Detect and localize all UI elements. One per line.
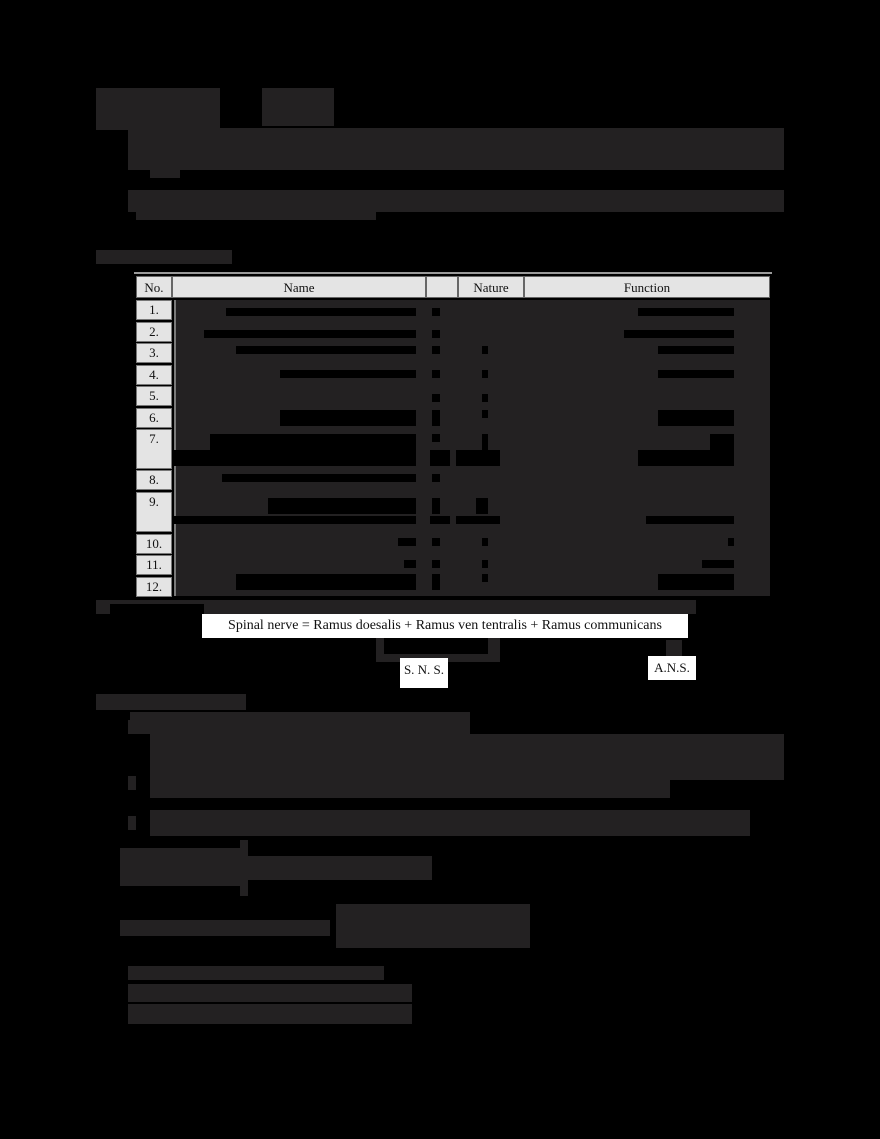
row-number-4: 4. — [136, 365, 172, 385]
row-number-7: 7. — [136, 429, 172, 469]
row-number-9: 9. — [136, 492, 172, 532]
header-name: Name — [172, 276, 426, 298]
redacted-list-item-3 — [128, 1004, 412, 1024]
table-header-row — [134, 272, 772, 300]
sns-bracket-inner — [384, 638, 488, 654]
redacted-note-gap — [110, 604, 204, 614]
row-number-12: 12. — [136, 577, 172, 597]
row-number-6: 6. — [136, 408, 172, 428]
row-number-5: 5. — [136, 386, 172, 406]
sns-label: S. N. S. — [400, 658, 448, 688]
redacted-bullet-1 — [128, 128, 784, 170]
header-function: Function — [524, 276, 770, 298]
redacted-bullet-1b — [150, 168, 180, 178]
redacted-bullet-mark-1 — [128, 720, 136, 734]
redacted-heading — [96, 88, 220, 130]
redacted-list-item-2 — [128, 984, 412, 1002]
redacted-classification-left — [120, 848, 240, 886]
row-number-11: 11. — [136, 555, 172, 575]
redacted-classification-right — [248, 856, 432, 880]
redacted-section-2-title — [96, 694, 246, 710]
redacted-paragraph — [150, 734, 784, 780]
redacted-paragraph-2 — [150, 776, 670, 798]
redacted-bullet-mark-3 — [128, 816, 136, 830]
redacted-subline — [130, 712, 470, 734]
redacted-bullet-2b — [136, 208, 376, 220]
row-number-3: 3. — [136, 343, 172, 363]
redacted-classification-brace — [240, 840, 248, 896]
row-number-2: 2. — [136, 322, 172, 342]
redacted-list-item-1 — [128, 966, 384, 980]
redacted-heading-2 — [262, 88, 334, 126]
spinal-nerve-equation: Spinal nerve = Ramus doesalis + Ramus ven tentralis + Ramus communicans — [202, 614, 688, 638]
header-no: No. — [136, 276, 172, 298]
header-nature: Nature — [458, 276, 524, 298]
redacted-bullet-mark-2 — [128, 776, 136, 790]
redacted-formula-left — [120, 920, 330, 936]
redacted-section-title — [96, 250, 232, 264]
redacted-table-body — [174, 300, 770, 596]
row-number-8: 8. — [136, 470, 172, 490]
nerve-table — [134, 272, 772, 598]
header-blank — [426, 276, 458, 298]
redacted-formula-right — [336, 904, 530, 948]
redacted-paragraph-3 — [150, 810, 750, 836]
row-number-1: 1. — [136, 300, 172, 320]
ans-label: A.N.S. — [648, 656, 696, 680]
row-number-10: 10. — [136, 534, 172, 554]
